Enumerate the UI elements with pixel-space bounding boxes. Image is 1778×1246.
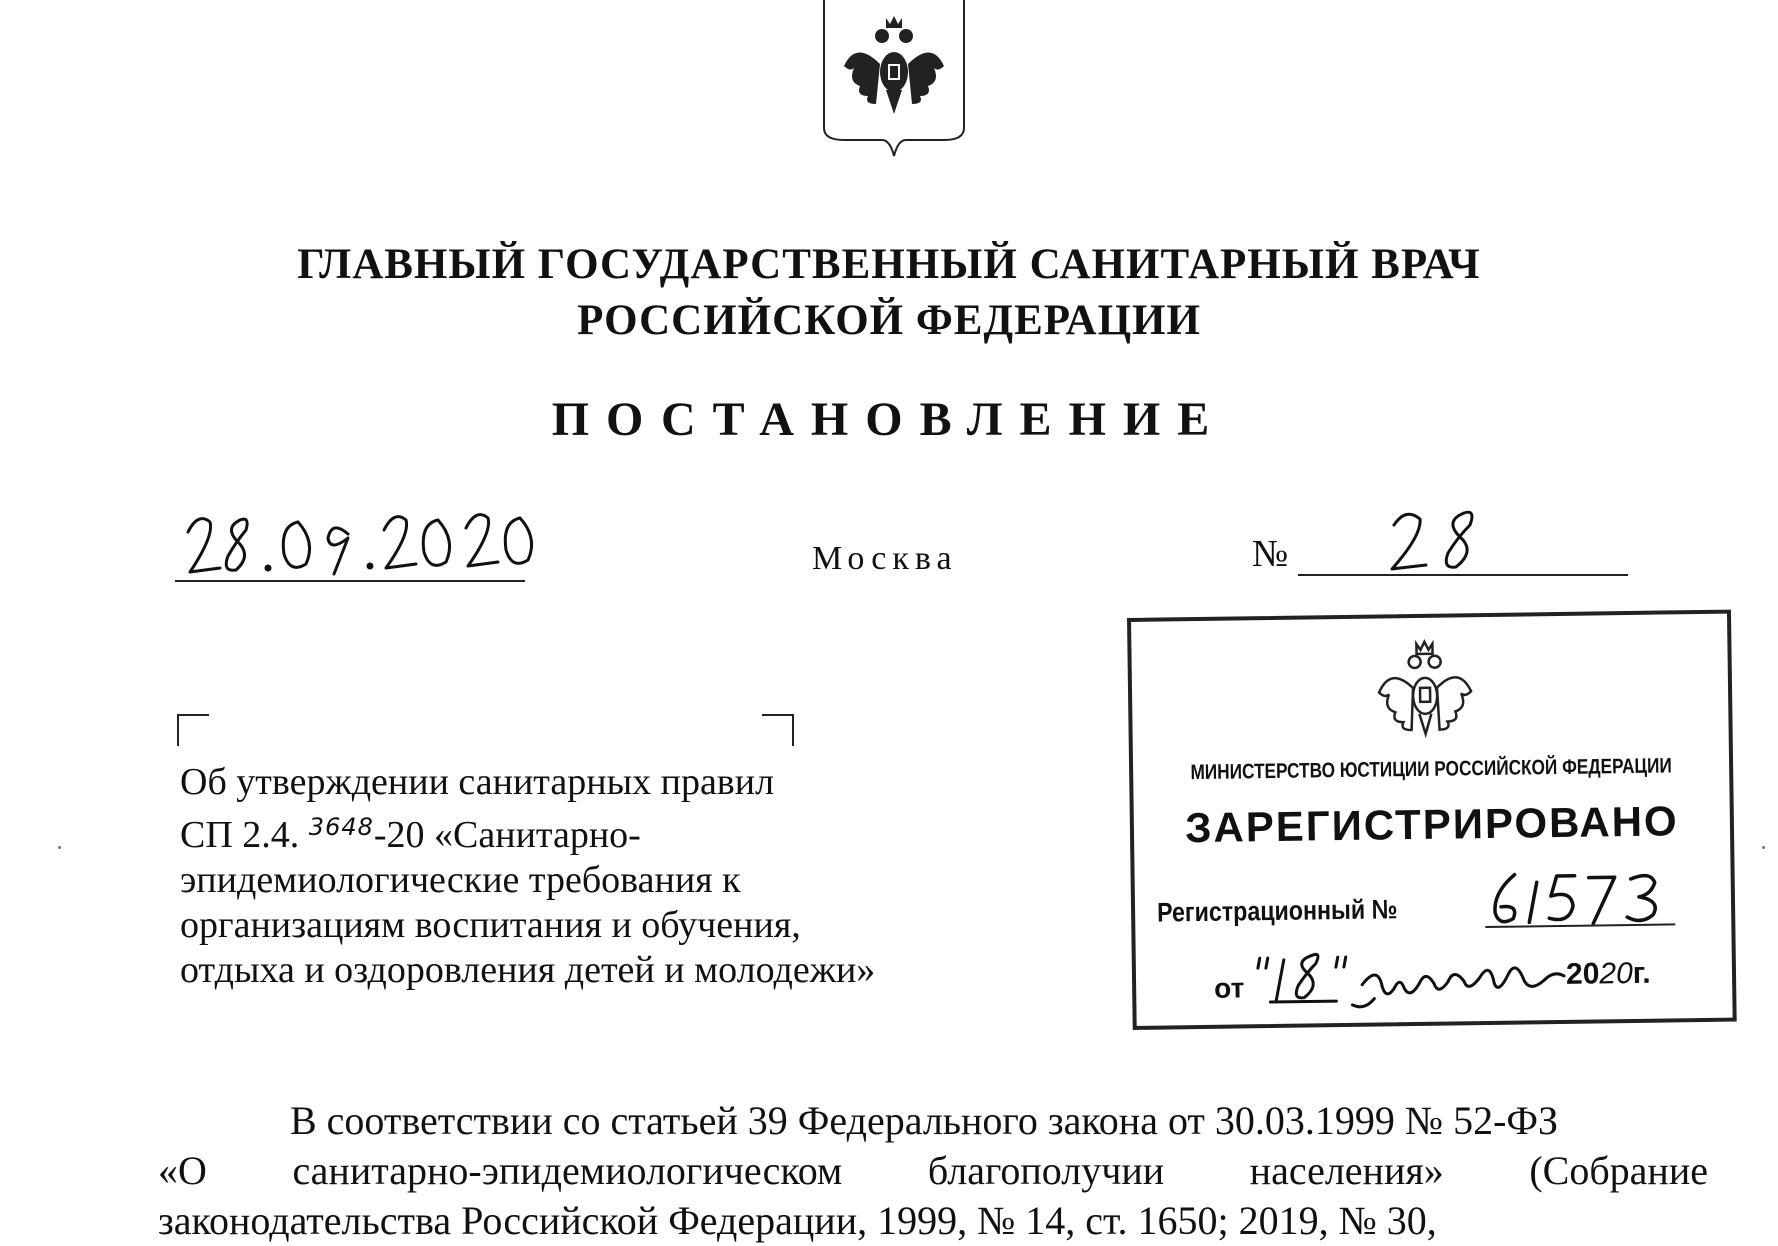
body-paragraph (158, 1096, 1708, 1246)
body-word: населения» (1249, 1148, 1444, 1193)
date-underline (175, 580, 525, 582)
number-sign: № (1252, 533, 1289, 575)
title-line (180, 805, 1000, 858)
title-line-prefix: СП 2.4. (180, 814, 300, 856)
title-line-suffix: -20 «Санитарно- (373, 814, 641, 856)
body-word: благополучии (927, 1148, 1165, 1193)
body-word: «О (158, 1148, 207, 1193)
stamp-from-label: от (1213, 972, 1245, 1004)
stamp-emblem-icon (1369, 633, 1481, 745)
title-line: Об утверждении санитарных правил (180, 761, 775, 803)
title-line: отдыха и оздоровления детей и молодежи» (180, 949, 876, 991)
stamp-status: ЗАРЕГИСТРИРОВАНО (1184, 797, 1679, 852)
stamp-year-prefix: 20 (1565, 957, 1600, 991)
issuer-title-line-1: ГЛАВНЫЙ ГОСУДАРСТВЕННЫЙ САНИТАРНЫЙ ВРАЧ (297, 241, 1481, 288)
title-line: эпидемиологические требования к (180, 859, 741, 901)
handwritten-rules-number: 3648 (308, 813, 374, 841)
city-name: Москва (812, 540, 958, 577)
title-line: организациям воспитания и обучения, (180, 904, 801, 946)
document-type-heading: ПОСТАНОВЛЕНИЕ (551, 393, 1227, 446)
registration-stamp (1127, 610, 1737, 1030)
handwritten-date (180, 502, 540, 578)
body-word: (Собрание (1529, 1148, 1708, 1193)
handwritten-number (1380, 505, 1500, 577)
scan-speck (58, 846, 61, 849)
stamp-ministry-name: МИНИСТЕРСТВО ЮСТИЦИИ РОССИЙСКОЙ ФЕДЕРАЦИИ (1190, 754, 1672, 785)
body-line: В соответствии со статьей 39 Федерального закона от 30.03.1999 № 52-ФЗ (290, 1098, 1559, 1143)
scan-speck (1762, 846, 1765, 849)
body-line-justified (158, 1146, 1708, 1196)
stamp-year (1566, 957, 1651, 992)
stamp-registration-label: Регистрационный № (1156, 894, 1398, 928)
title-bracket-right (762, 714, 794, 746)
body-word: санитарно-эпидемиологическом (292, 1148, 843, 1193)
stamp-year-handwritten: 20 (1599, 956, 1633, 991)
number-underline (1298, 574, 1628, 576)
document-title (180, 760, 1000, 993)
stamp-handwritten-registration-number (1485, 866, 1676, 929)
coat-of-arms-emblem (820, 0, 968, 160)
issuer-title-line-2: РОССИЙСКОЙ ФЕДЕРАЦИИ (577, 297, 1201, 344)
title-bracket-left (177, 714, 209, 746)
stamp-year-end: г. (1632, 956, 1651, 990)
body-line: законодательства Российской Федерации, 1999, № 14, ст. 1650; 2019, № 30, (158, 1198, 1437, 1243)
